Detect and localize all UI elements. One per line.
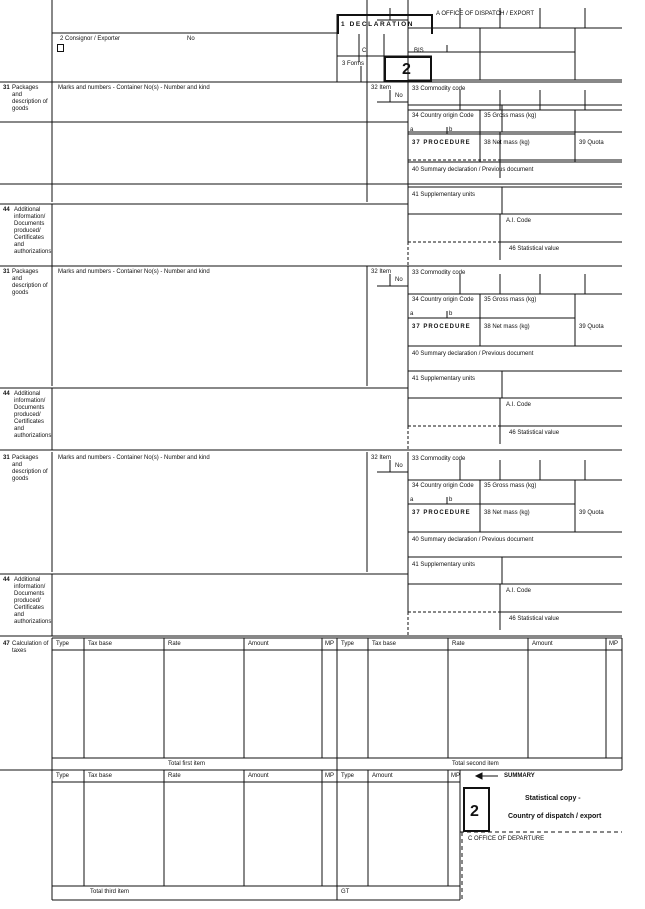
consignor-checkbox[interactable]	[57, 44, 64, 52]
declaration-c: C	[362, 48, 367, 54]
origin-label: 34 Country origin Code	[412, 113, 474, 119]
total-first-item: Total first item	[168, 761, 206, 767]
marks-label: Marks and numbers - Container No(s) - Number and kind	[58, 269, 210, 275]
statistical-label: 46 Statistical value	[509, 246, 560, 252]
forms-label: 3 Forms	[342, 61, 365, 67]
tax-col-base-3: Tax base	[88, 773, 113, 779]
gross-label: 35 Gross mass (kg)	[484, 297, 537, 303]
summary-decl-label: 40 Summary declaration / Previous document	[412, 351, 534, 357]
commodity-label: 33 Commodity code	[412, 270, 466, 276]
ai-code-label: A.I. Code	[506, 402, 532, 408]
office-dispatch-label: A OFFICE OF DISPATCH / EXPORT	[436, 11, 535, 17]
packages-num: 31	[3, 455, 10, 461]
tax-col-amount-2: Amount	[532, 641, 553, 647]
additional-label: Additional information/ Documents produced/ Certificates and authorizations	[14, 391, 52, 439]
tax-col-mp-2: MP	[609, 641, 618, 647]
tax-col-rate-3: Rate	[168, 773, 181, 779]
item-no-label: No	[395, 463, 403, 469]
copy-number: 2	[402, 61, 411, 78]
net-label: 38 Net mass (kg)	[484, 140, 530, 146]
additional-num: 44	[3, 391, 10, 397]
packages-label: Packages and description of goods	[12, 85, 48, 112]
additional-num: 44	[3, 207, 10, 213]
packages-num: 31	[3, 85, 10, 91]
total-second-item: Total second item	[452, 761, 499, 767]
origin-a: a	[410, 497, 414, 503]
tax-col-rate-2: Rate	[452, 641, 465, 647]
tax-col-base-1: Tax base	[88, 641, 113, 647]
quota-label: 39 Quota	[579, 324, 604, 330]
item-label: 32 Item	[371, 85, 392, 91]
tax-col-mp-1: MP	[325, 641, 334, 647]
declaration-bis: BIS	[414, 48, 424, 54]
footer-copy-number: 2	[470, 803, 479, 820]
commodity-label: 33 Commodity code	[412, 456, 466, 462]
additional-label: Additional information/ Documents produced/ Certificates and authorizations	[14, 207, 52, 255]
marks-label: Marks and numbers - Container No(s) - Number and kind	[58, 85, 210, 91]
suppl-label: 41 Supplementary units	[412, 192, 476, 198]
packages-label: Packages and description of goods	[12, 455, 48, 482]
origin-label: 34 Country origin Code	[412, 297, 474, 303]
summary-decl-label: 40 Summary declaration / Previous document	[412, 167, 534, 173]
grand-total-label: GT	[341, 889, 350, 895]
quota-label: 39 Quota	[579, 510, 604, 516]
commodity-label: 33 Commodity code	[412, 86, 466, 92]
item-label: 32 Item	[371, 455, 392, 461]
packages-num: 31	[3, 269, 10, 275]
ai-code-label: A.I. Code	[506, 588, 532, 594]
ai-code-label: A.I. Code	[506, 218, 532, 224]
statistical-label: 46 Statistical value	[509, 430, 560, 436]
packages-label: Packages and description of goods	[12, 269, 48, 296]
tax-col-rate-1: Rate	[168, 641, 181, 647]
declaration-label: 1 DECLARATION	[341, 21, 415, 28]
taxes-num: 47	[3, 641, 10, 647]
additional-num: 44	[3, 577, 10, 583]
suppl-label: 41 Supplementary units	[412, 376, 476, 382]
item-no-label: No	[395, 277, 403, 283]
net-label: 38 Net mass (kg)	[484, 510, 530, 516]
tax-col-base-2: Tax base	[372, 641, 397, 647]
item-no-label: No	[395, 93, 403, 99]
tax-col-mp-4: MP	[451, 773, 460, 779]
net-label: 38 Net mass (kg)	[484, 324, 530, 330]
tax-col-amount-1: Amount	[248, 641, 269, 647]
tax-col-type-2: Type	[341, 641, 355, 647]
procedure-label: 37 PROCEDURE	[412, 140, 471, 146]
gross-label: 35 Gross mass (kg)	[484, 483, 537, 489]
gross-label: 35 Gross mass (kg)	[484, 113, 537, 119]
quota-label: 39 Quota	[579, 140, 604, 146]
marks-label: Marks and numbers - Container No(s) - Number and kind	[58, 455, 210, 461]
origin-b: b	[449, 127, 453, 133]
tax-col-amount-4: Amount	[372, 773, 393, 779]
tax-col-type-4: Type	[341, 773, 355, 779]
origin-a: a	[410, 127, 414, 133]
origin-b: b	[449, 311, 453, 317]
procedure-label: 37 PROCEDURE	[412, 324, 471, 330]
suppl-label: 41 Supplementary units	[412, 562, 476, 568]
office-departure-label: C OFFICE OF DEPARTURE	[468, 836, 545, 842]
origin-b: b	[449, 497, 453, 503]
tax-col-amount-3: Amount	[248, 773, 269, 779]
summary-decl-label: 40 Summary declaration / Previous document	[412, 537, 534, 543]
consignor-no: No	[187, 36, 195, 42]
total-third-item: Total third item	[90, 889, 130, 895]
consignor-label: 2 Consignor / Exporter	[60, 36, 121, 42]
origin-label: 34 Country origin Code	[412, 483, 474, 489]
additional-label: Additional information/ Documents produced/ Certificates and authorizations	[14, 577, 52, 625]
item-label: 32 Item	[371, 269, 392, 275]
statistical-copy-label: Statistical copy -	[525, 795, 581, 802]
country-dispatch-label: Country of dispatch / export	[508, 813, 602, 820]
procedure-label: 37 PROCEDURE	[412, 510, 471, 516]
origin-a: a	[410, 311, 414, 317]
summary-label: SUMMARY	[504, 773, 535, 779]
tax-col-type-3: Type	[56, 773, 70, 779]
statistical-label: 46 Statistical value	[509, 616, 560, 622]
taxes-title: Calculation of taxes	[12, 641, 49, 654]
tax-col-type-1: Type	[56, 641, 70, 647]
tax-col-mp-3: MP	[325, 773, 334, 779]
